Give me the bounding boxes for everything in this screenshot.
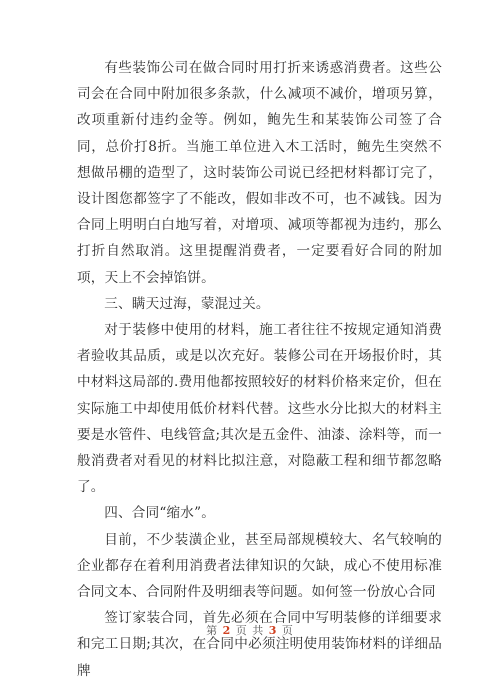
section-heading-3: 三、瞒天过海，蒙混过关。 — [104, 295, 270, 312]
footer-prefix: 第 — [206, 624, 219, 637]
paragraph-contract-shrink: 目前，不少装潢企业，甚至局部规模较大、名气较响的企业都存在着利用消费者法律知识的欠缺，成心不使用标准合同文本、合同附件及明细表等问题。如何签一份放心合同 — [77, 531, 442, 601]
paragraph-discount-trap: 有些装饰公司在做合同时用打折来诱惑消费者。这些公司会在合同中附加很多条款，什么减项不减价，增项另算，改项重新付违约金等。例如，鲍先生和某装饰公司签了合同，总价打8折。当施工单位进入木工活时，鲍先生突然不想做吊棚的造型了，这时装饰公司说已经把材料都订完了，设计图您都签字了不能改，假如非改不可，也不减钱。因为合同上明明白白地写着，对增项、减项等都视为违约，那么打折自然取消。这里提醒消费者，一定要看好合同的附加项，天上不会掉馅饼。 — [77, 60, 442, 286]
total-pages-number: 3 — [268, 624, 278, 637]
page-footer — [0, 622, 500, 638]
footer-middle: 页 共 — [235, 624, 265, 637]
paragraph-materials: 对于装修中使用的材料，施工者往往不按规定通知消费者验收其品质，或是以次充好。装修公司在开场报价时，其中材料这局部的.费用他都按照较好的材料价格来定价，但在实际施工中却使用低价材料代替。这些水分比拟大的材料主要是水管件、电线管盒;其次是五金件、油漆、涂料等，而一般消费者对看见的材料比拟注意，对隐蔽工程和细节都忽略了。 — [77, 322, 442, 496]
section-heading-4: 四、合同“缩水”。 — [104, 505, 216, 522]
footer-suffix: 页 — [281, 624, 294, 637]
document-body — [77, 55, 442, 684]
current-page-number: 2 — [222, 624, 232, 637]
paragraph-signing-contract: 签订家装合同，首先必须在合同中写明装修的详细要求和完工日期;其次，在合同中必须注明使用装饰材料的详细品牌 — [77, 610, 442, 679]
